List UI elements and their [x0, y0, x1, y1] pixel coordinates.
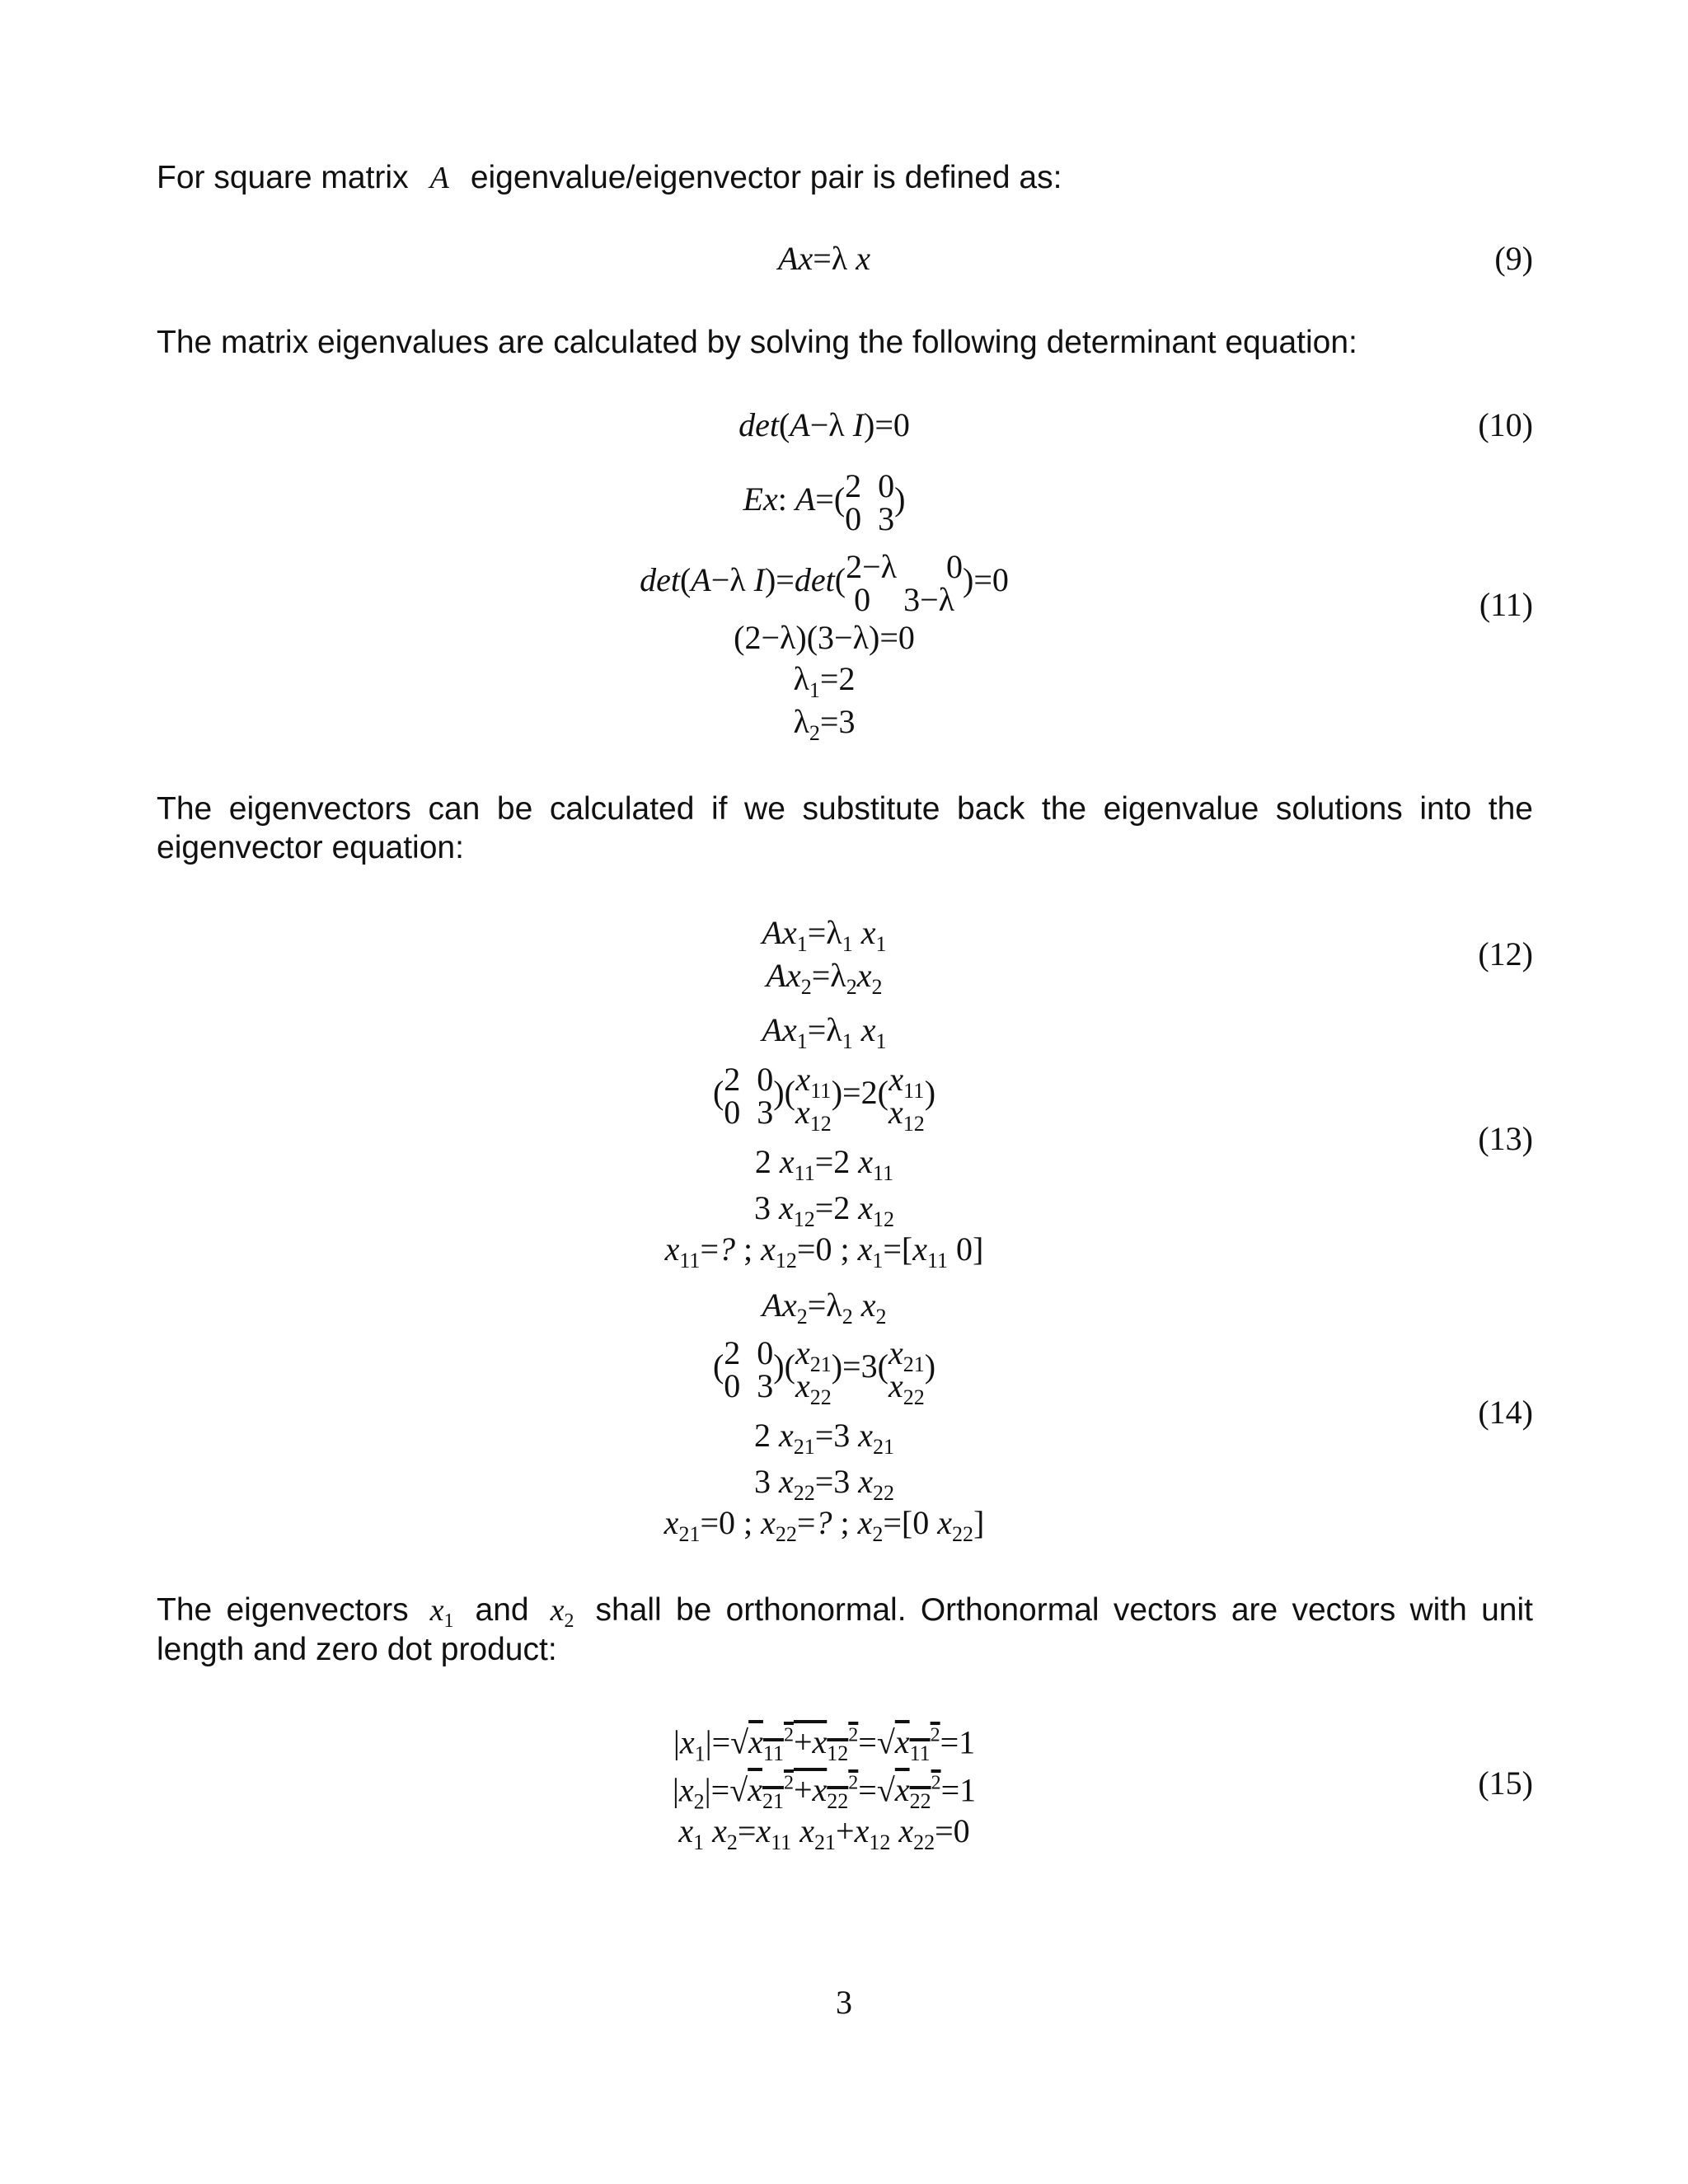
equation-number-10: (10)	[1478, 406, 1533, 443]
matrix-symbol: A	[429, 161, 449, 195]
equation-9-line: Ax=λ x	[778, 240, 870, 277]
equation-10-line: det(A−λ I)=0	[738, 406, 910, 443]
equation-13-line4: 3 $x_{12}=2$ $x_{12}$	[753, 1189, 895, 1231]
paragraph-text: For square matrix	[157, 160, 409, 195]
paragraph-orthonormal	[157, 1591, 1533, 1669]
vector-symbol-x1: $x_1$	[429, 1593, 454, 1632]
equation-number-11: (11)	[1479, 586, 1533, 623]
equation-11-lambda2: $\lambda_2=3$	[793, 703, 856, 745]
equation-number-13: (13)	[1478, 1120, 1533, 1157]
equation-14-line3: 2 $x_{21}=3$ $x_{21}$	[753, 1417, 895, 1459]
equation-14-line4: 3 $x_{22}=3$ $x_{22}$	[753, 1463, 895, 1505]
equation-11-determinant: det(A−λ I)=det(2−λ 0 0 3−λ)=0	[640, 548, 1009, 618]
equation-12-line2: $Ax_2=\lambda_2x_2$	[766, 957, 883, 999]
equation-15-line1: $|x_1|=√x_{11}^2+x_{12}^2=√x_{11}^2=1$	[673, 1723, 976, 1766]
paragraph-text: eigenvalue/eigenvector pair is defined as:	[470, 160, 1062, 195]
paragraph-text: and	[475, 1592, 529, 1628]
equation-13-line1: $Ax_1=\lambda_1$ $x_1$	[762, 1011, 887, 1053]
equation-15-line3: $x_1$ $x_2=x_{11}$ $x_{21}+x_{12}$ $x_{22}=0$	[678, 1812, 970, 1854]
paragraph-text: shall be orthonormal. Orthonormal vectors are vectors with unit length and zero dot product:	[157, 1592, 1533, 1667]
equation-14-line2: (2 0 0 $3)(x_{21}$ $x_{22})=3(x_{21}$ $x_{22}$)	[712, 1334, 936, 1409]
vector-symbol-x2: $x_2$	[550, 1593, 574, 1632]
equation-15-line2: $|x_2|=√x_{21}^2+x_{22}^2=√x_{22}^2=1$	[672, 1771, 977, 1814]
paragraph-eigenvalues: The matrix eigenvalues are calculated by solving the following determinant equation:	[157, 325, 1357, 360]
equation-11-lambda1: $\lambda_1=2$	[793, 660, 856, 702]
equation-11-example: Ex: A=(2 0 0 3)	[743, 467, 906, 537]
equation-12-line1: $Ax_1=\lambda_1$ $x_1$	[762, 914, 887, 956]
equation-13-line3: 2 $x_{11}=2$ $x_{11}$	[754, 1143, 894, 1185]
equation-13-line2: (2 0 0 $3)(x_{11}$ $x_{12})=2(x_{11}$ $x_{12}$)	[712, 1061, 936, 1136]
equation-11-product: (2−λ)(3−λ)=0	[734, 619, 915, 656]
paragraph-eigenvectors: The eigenvectors can be calculated if we substitute back the eigenvalue solutions into the eigenvector equation:	[157, 791, 1533, 865]
equation-number-12: (12)	[1478, 935, 1533, 972]
equation-14-line5: $x_{21}=0$ ; $x_{22}=$? ; $x_2=[0$ $x_{22}$]	[663, 1504, 985, 1546]
equation-14-line1: $Ax_2=\lambda_2$ $x_2$	[762, 1286, 887, 1329]
equation-number-14: (14)	[1478, 1394, 1533, 1431]
equation-number-9: (9)	[1494, 240, 1533, 277]
page-number: 3	[836, 1984, 852, 2021]
equation-number-15: (15)	[1478, 1765, 1533, 1802]
equation-13-line5: $x_{11}=$? ; $x_{12}=0$ ; $x_1=[x_{11}$ 0]	[664, 1230, 984, 1272]
paragraph-text: The eigenvectors	[157, 1592, 409, 1628]
